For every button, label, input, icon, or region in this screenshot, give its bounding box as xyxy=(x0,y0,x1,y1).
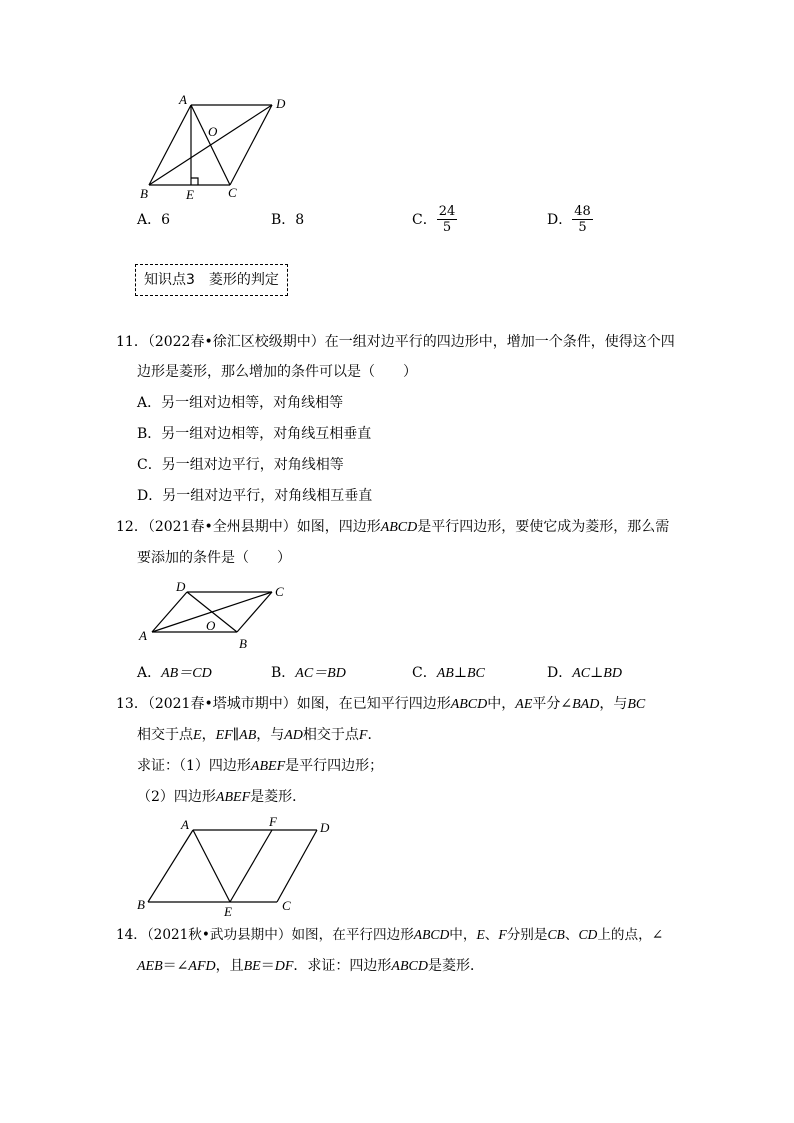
option-value: AB＝CD xyxy=(161,666,212,681)
label-F: F xyxy=(269,814,277,829)
option-letter: B． xyxy=(271,212,296,228)
label-E: E xyxy=(186,187,194,202)
option-letter: C． xyxy=(412,211,437,228)
text: 是平行四边形； xyxy=(285,758,384,774)
q13-line-3 xyxy=(137,756,383,777)
fraction-denominator: 5 xyxy=(442,220,452,235)
text: ∥ xyxy=(232,727,240,743)
text: 是菱形． xyxy=(427,958,484,974)
edge-AB xyxy=(148,830,193,902)
math-var: ABCD xyxy=(450,697,488,712)
text: ＝ xyxy=(260,958,275,974)
option-letter: D． xyxy=(547,665,573,681)
label-C: C xyxy=(275,584,284,599)
label-C: C xyxy=(228,185,237,200)
text: ，与 xyxy=(599,696,628,712)
math-var: CD xyxy=(578,927,598,942)
option-fraction xyxy=(437,204,458,235)
text: 相交于点 xyxy=(302,727,359,743)
math-var: E xyxy=(476,927,485,942)
q14-line-2 xyxy=(137,956,484,977)
label-E: E xyxy=(224,904,232,919)
figure-q10-rhombus xyxy=(130,92,300,204)
math-var: CB xyxy=(547,927,565,942)
q10-option-d xyxy=(547,204,593,235)
label-B: B xyxy=(140,186,148,201)
option-letter: A． xyxy=(137,212,162,228)
text: 求证：（1）四边形 xyxy=(137,758,251,774)
text: （2）四边形 xyxy=(137,789,216,805)
text: 12．（2021春•全州县期中）如图，四边形 xyxy=(116,519,381,535)
segment-AE xyxy=(193,830,230,902)
text: ．求证：四边形 xyxy=(293,958,392,974)
math-var: AFD xyxy=(188,959,216,974)
q10-option-a xyxy=(137,210,170,230)
option-value: AC＝BD xyxy=(295,666,346,681)
q11-option-c: C．另一组对边平行，对角线相等 xyxy=(137,457,344,473)
label-D: D xyxy=(176,579,186,594)
q11-option-a: A．另一组对边相等，对角线相等 xyxy=(137,395,344,411)
q12-line-2: 要添加的条件是（ ） xyxy=(137,550,291,566)
q13-line-1 xyxy=(116,694,645,715)
diagonal-BD xyxy=(149,105,272,185)
math-var: ABCD xyxy=(413,927,450,942)
fraction-numerator: 24 xyxy=(438,204,456,219)
math-var: AE xyxy=(515,697,533,712)
text: 中， xyxy=(449,927,477,943)
text: 相交于点 xyxy=(137,727,193,743)
text: ，且 xyxy=(215,958,244,974)
edge-CD xyxy=(230,105,272,185)
math-var: E xyxy=(193,728,202,743)
fraction-denominator: 5 xyxy=(578,220,587,235)
figure-q12-parallelogram xyxy=(134,578,294,654)
text: 、 xyxy=(564,927,579,943)
text: 、 xyxy=(484,927,499,943)
label-A: A xyxy=(181,817,189,832)
q11-line-1: 11．（2022春•徐汇区校级期中）在一组对边平行的四边形中，增加一个条件，使得这个四 xyxy=(116,334,675,350)
math-var: BAD xyxy=(572,697,600,712)
label-D: D xyxy=(276,96,286,111)
label-O: O xyxy=(206,618,216,633)
text: ，与 xyxy=(256,727,285,743)
math-var: AB xyxy=(239,728,257,743)
math-var: BC xyxy=(627,697,646,712)
label-B: B xyxy=(137,897,145,912)
text: 分别是 xyxy=(506,927,548,943)
q12-option-c xyxy=(412,663,485,684)
text: 13．（2021春•塔城市期中）如图，在已知平行四边形 xyxy=(116,696,451,712)
text: ， xyxy=(201,727,216,743)
text: 上的点，∠ xyxy=(597,927,664,943)
option-value: 6 xyxy=(161,212,171,228)
math-var: DF xyxy=(274,959,294,974)
math-var: ABEF xyxy=(250,759,286,774)
math-var: ABCD xyxy=(380,520,418,535)
q12-option-d xyxy=(547,663,622,684)
label-A: A xyxy=(139,628,147,643)
text: 14．（2021秋•武功县期中）如图，在平行四边形 xyxy=(116,927,414,943)
edge-CD xyxy=(277,830,317,902)
math-var: AEB xyxy=(137,959,163,974)
option-letter: C． xyxy=(412,665,437,681)
option-value: 8 xyxy=(295,212,305,228)
label-A: A xyxy=(179,92,187,107)
text: 是平行四边形，要使它成为菱形，那么需 xyxy=(417,519,670,535)
q10-option-c xyxy=(412,204,457,235)
option-letter: D． xyxy=(547,211,573,228)
option-letter: B． xyxy=(271,665,296,681)
option-value: AB⊥BC xyxy=(436,666,485,681)
q11-option-d: D．另一组对边平行，对角线相互垂直 xyxy=(137,488,373,504)
q12-option-b xyxy=(271,663,346,684)
text: 中， xyxy=(487,696,516,712)
text: 平分∠ xyxy=(532,696,573,712)
text: 是菱形． xyxy=(250,789,307,805)
q10-option-b xyxy=(271,210,304,230)
q11-line-2: 边形是菱形，那么增加的条件可以是（ ） xyxy=(137,364,417,380)
q13-line-2 xyxy=(137,725,381,746)
q12-line-1 xyxy=(116,517,669,538)
right-angle-mark xyxy=(191,178,198,185)
text: ＝∠ xyxy=(162,958,189,974)
q13-line-4 xyxy=(137,787,306,808)
q11-option-b: B．另一组对边相等，对角线互相垂直 xyxy=(137,426,372,442)
label-D: D xyxy=(320,820,330,835)
math-var: F xyxy=(498,927,507,942)
q12-option-a xyxy=(137,663,212,684)
option-letter: A． xyxy=(137,665,162,681)
label-O: O xyxy=(208,124,218,139)
segment-EF xyxy=(230,830,272,902)
option-fraction xyxy=(572,204,593,235)
label-B: B xyxy=(239,636,247,651)
q14-line-1 xyxy=(116,925,663,945)
edge-AB xyxy=(149,105,191,185)
math-var: BE xyxy=(243,959,261,974)
label-C: C xyxy=(282,898,291,913)
math-var: ABCD xyxy=(391,959,428,974)
math-var: AD xyxy=(284,728,303,743)
figure-q13-parallelogram xyxy=(130,812,340,920)
option-value: AC⊥BD xyxy=(572,666,622,681)
section-heading: 知识点3 菱形的判定 xyxy=(135,264,288,296)
math-var: F xyxy=(358,728,368,743)
text: ． xyxy=(367,727,382,743)
math-var: EF xyxy=(215,728,233,743)
math-var: ABEF xyxy=(215,790,251,805)
fraction-numerator: 48 xyxy=(574,204,591,219)
